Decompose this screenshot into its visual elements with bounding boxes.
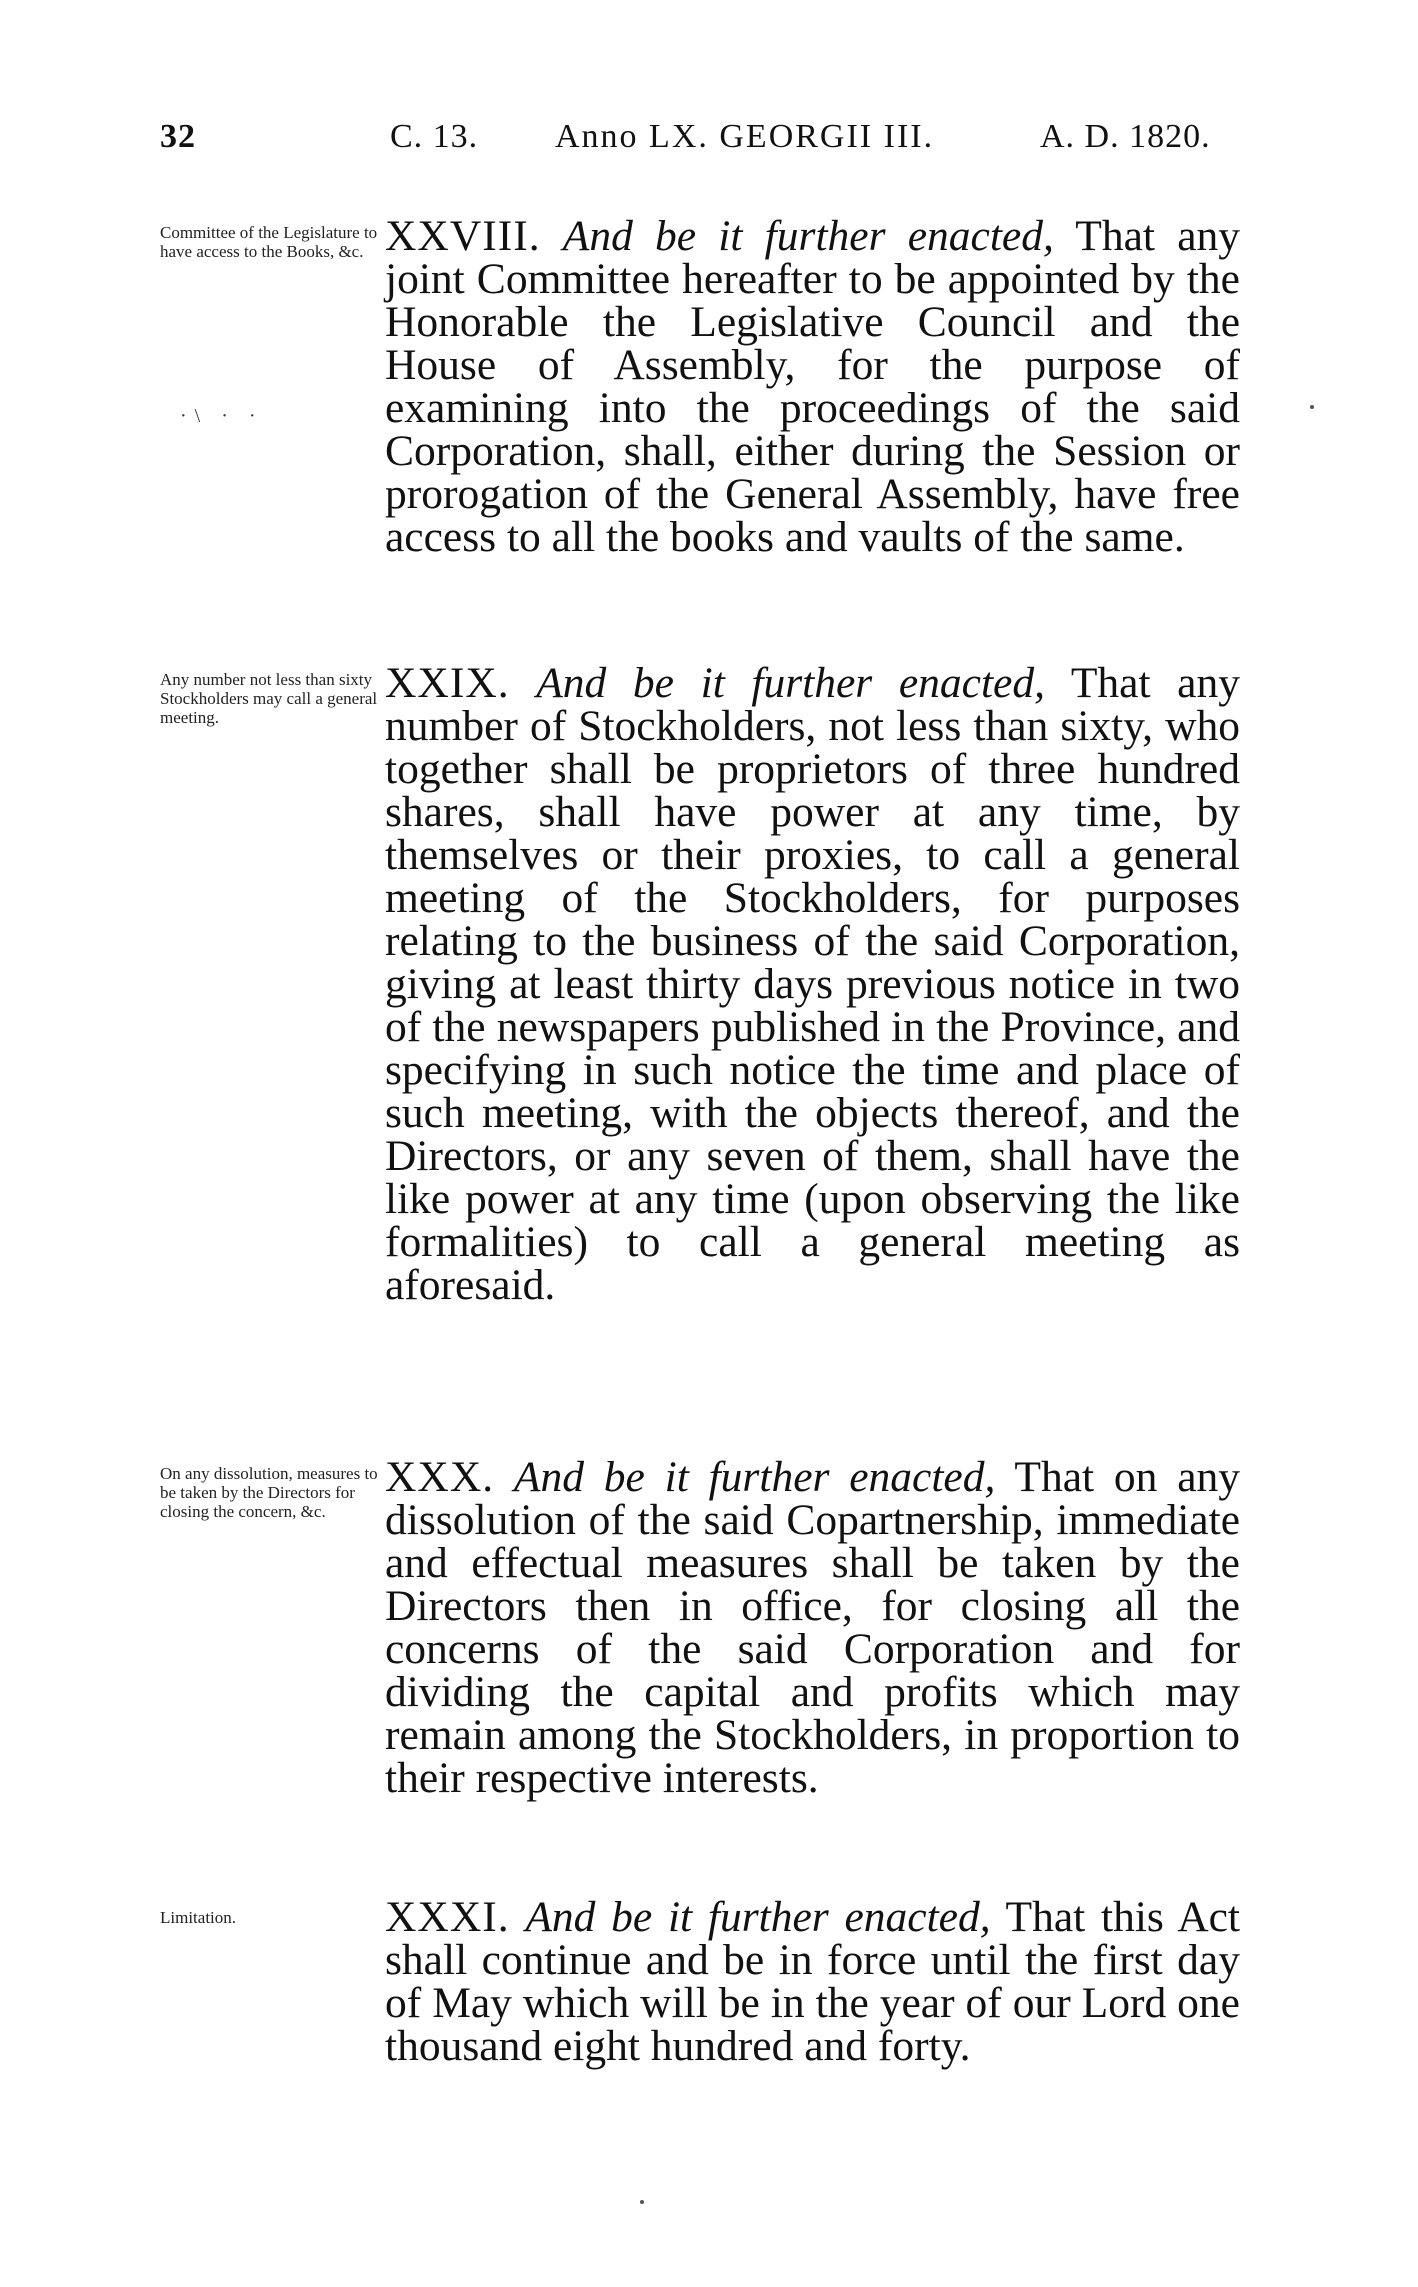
margin-note: Committee of the Legislature to have access to the Books, &c.	[160, 223, 378, 261]
section-body	[385, 1893, 1240, 2070]
section-text: That this Act shall continue and be in force until the first day of May which will be in the year of our Lord one thousand eight hundred and forty.	[385, 1893, 1240, 2070]
enacting-clause: And be it further enacted,	[525, 1893, 991, 1941]
section-text: That any number of Stockholders, not less than sixty, who together shall be proprietors of three hundred shares, shall have power at any time, by themselves or their proxies, to call a general meeting of the Stockholders, for purposes relating to the business of the said Corporation, giving at least thirty days previous notice in two of the newspapers published in the Province, and specifying in such notice the time and place of such meeting, with the objects thereof, and the Directors, or any seven of them, shall have the like power at any time (upon observing the like formalities) to call a general meeting as aforesaid.	[385, 659, 1240, 1309]
section-body	[385, 1453, 1240, 1802]
section-number: XXX.	[385, 1453, 495, 1501]
scan-speck	[640, 2200, 644, 2204]
chapter-label: C. 13.	[390, 118, 479, 155]
scan-speck	[1310, 405, 1314, 409]
enacting-clause: And be it further enacted,	[562, 212, 1054, 260]
margin-note: Any number not less than sixty Stockholders may call a general meeting.	[160, 670, 378, 727]
section-number: XXXI.	[385, 1893, 510, 1941]
section-number: XXVIII.	[385, 212, 541, 260]
act-title: Anno LX. GEORGII III.	[555, 118, 935, 155]
stray-marks: ·\ · ·	[180, 405, 264, 427]
page-number: 32	[160, 118, 196, 155]
margin-note: Limitation.	[160, 1908, 237, 1927]
section-number: XXIX.	[385, 659, 510, 707]
page-header	[160, 118, 1240, 178]
section-body	[385, 659, 1240, 1309]
act-date: A. D. 1820.	[1040, 118, 1211, 155]
section-body	[385, 212, 1241, 561]
section-text: That on any dissolution of the said Copartnership, immediate and effectual measures shall be taken by the Directors then in office, for closing all the concerns of the said Corporation and for dividing the capital and profits which may remain among the Stockholders, in proportion to their respective interests.	[385, 1453, 1240, 1802]
margin-note: On any dissolution, measures to be taken by the Directors for closing the concern, &c.	[160, 1464, 378, 1521]
enacting-clause: And be it further enacted,	[536, 659, 1045, 707]
enacting-clause: And be it further enacted,	[513, 1453, 996, 1501]
section-text: That any joint Committee hereafter to be appointed by the Honorable the Legislative Council and the House of Assembly, for the purpose of examining into the proceedings of the said Corporation, shall, either during the Session or prorogation of the General Assembly, have free access to all the books and vaults of the same.	[385, 212, 1241, 561]
